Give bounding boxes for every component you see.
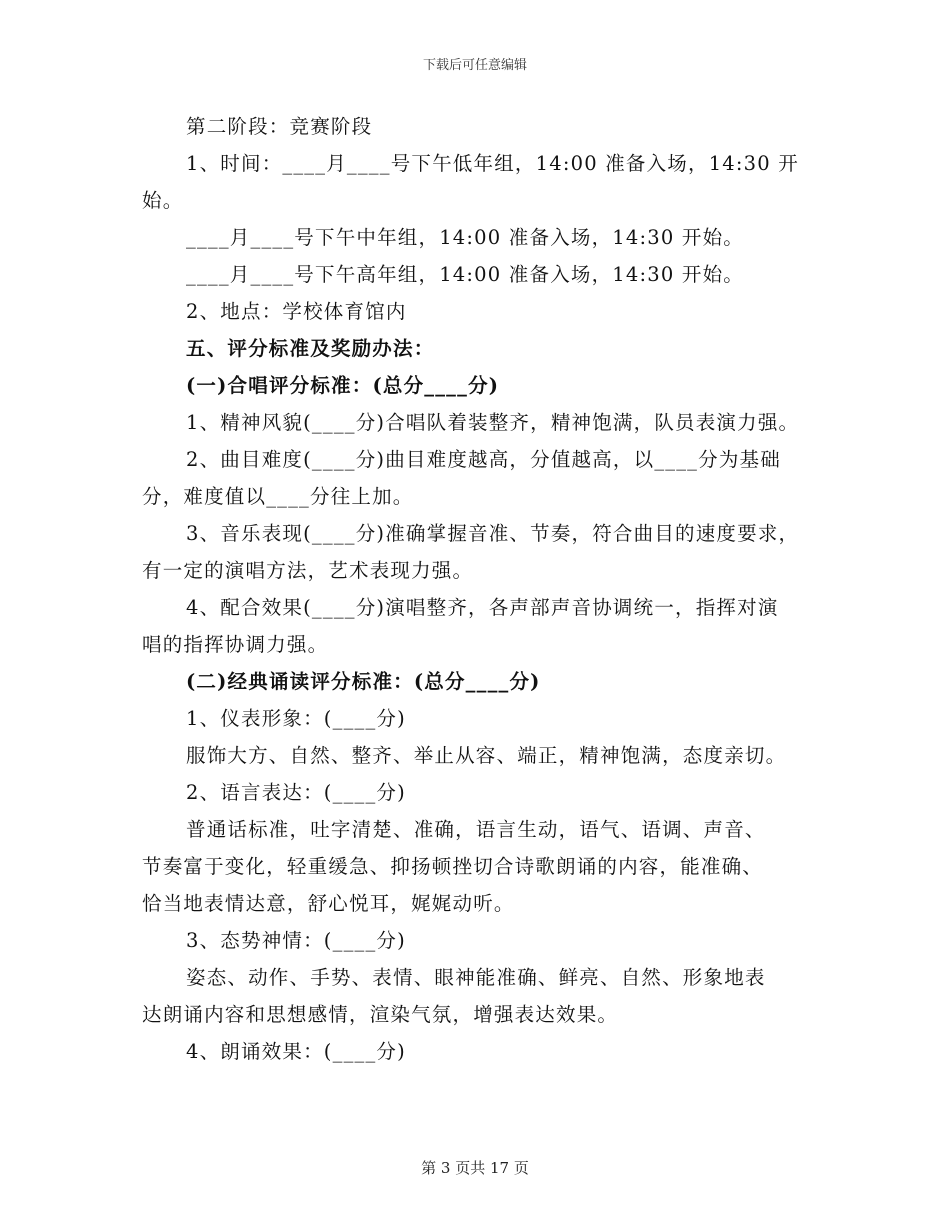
section-heading: (一)合唱评分标准：(总分____分) xyxy=(186,374,500,397)
page-header: 下载后可任意编辑 xyxy=(422,58,527,73)
text-line: 1、时间：____月____号下午低年组，14:00 准备入场，14:30 开 xyxy=(186,152,799,175)
page-footer: 第 3 页共 17 页 xyxy=(421,1159,529,1177)
text-line: 2、曲目难度(____分)曲目难度越高，分值越高，以____分为基础 xyxy=(186,448,781,471)
text-line: 3、态势神情：(____分) xyxy=(186,929,406,952)
text-line: ____月____号下午高年组，14:00 准备入场，14:30 开始。 xyxy=(186,263,744,286)
text-line: 4、朗诵效果：(____分) xyxy=(186,1040,406,1063)
text-line: 始。 xyxy=(142,189,184,212)
text-line: 有一定的演唱方法，艺术表现力强。 xyxy=(142,559,474,582)
section-heading: 五、评分标准及奖励办法： xyxy=(186,337,435,360)
text-line: 1、精神风貌(____分)合唱队着装整齐，精神饱满，队员表演力强。 xyxy=(186,411,800,434)
text-line: 服饰大方、自然、整齐、举止从容、端正，精神饱满，态度亲切。 xyxy=(186,744,787,767)
text-line: 达朗诵内容和思想感情，渲染气氛，增强表达效果。 xyxy=(142,1003,619,1026)
text-line: 1、仪表形象：(____分) xyxy=(186,707,406,730)
text-line: 3、音乐表现(____分)准确掌握音准、节奏，符合曲目的速度要求， xyxy=(186,522,800,545)
document-body xyxy=(142,108,832,1070)
text-line: 2、语言表达：(____分) xyxy=(186,781,406,804)
text-line: 分，难度值以____分往上加。 xyxy=(142,485,414,508)
text-line: 普通话标准，吐字清楚、准确，语言生动，语气、语调、声音、 xyxy=(186,818,766,841)
text-line: 姿态、动作、手势、表情、眼神能准确、鲜亮、自然、形象地表 xyxy=(186,966,766,989)
text-line: ____月____号下午中年组，14:00 准备入场，14:30 开始。 xyxy=(186,226,744,249)
text-line: 2、地点：学校体育馆内 xyxy=(186,300,407,323)
text-line: 唱的指挥协调力强。 xyxy=(142,633,329,656)
text-line: 恰当地表情达意，舒心悦耳，娓娓动听。 xyxy=(142,892,515,915)
section-heading: (二)经典诵读评分标准：(总分____分) xyxy=(186,670,541,693)
text-line: 第二阶段：竞赛阶段 xyxy=(186,115,373,138)
text-line: 节奏富于变化，轻重缓急、抑扬顿挫切合诗歌朗诵的内容，能准确、 xyxy=(142,855,764,878)
text-line: 4、配合效果(____分)演唱整齐，各声部声音协调统一，指挥对演 xyxy=(186,596,779,619)
